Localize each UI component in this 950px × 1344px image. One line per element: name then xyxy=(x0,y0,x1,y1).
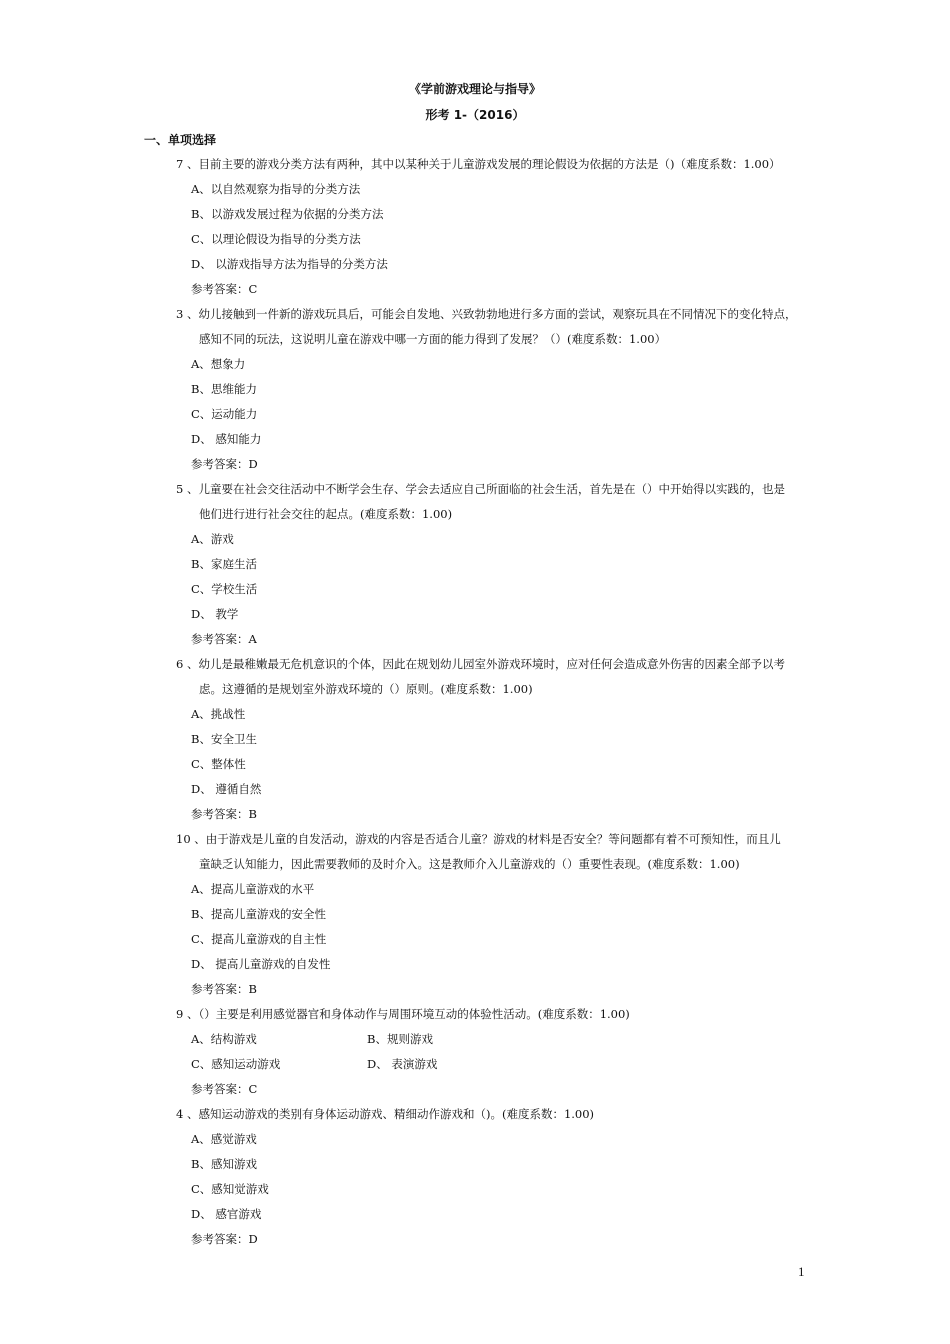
page-number: 1 xyxy=(798,1264,805,1279)
option-d: D、 以游戏指导方法为指导的分类方法 xyxy=(191,257,388,271)
question-block xyxy=(0,156,950,306)
answer: 参考答案：B xyxy=(191,982,257,996)
question-block xyxy=(0,831,950,1006)
question-text: 10 、由于游戏是儿童的自发活动，游戏的内容是否适合儿童？游戏的材料是否安全？等问题都有着不可预知性，而且儿 xyxy=(176,832,781,846)
answer: 参考答案：C xyxy=(191,282,258,296)
question-text: 5 、儿童要在社会交往活动中不断学会生存、学会去适应自己所面临的社会生活，首先是在（）中开始得以实践的，也是 xyxy=(176,482,785,496)
option-c: C、提高儿童游戏的自主性 xyxy=(191,932,327,946)
option-c: C、整体性 xyxy=(191,757,246,771)
answer: 参考答案：D xyxy=(191,1232,258,1246)
answer: 参考答案：B xyxy=(191,807,257,821)
option-b: B、感知游戏 xyxy=(191,1157,257,1171)
option-row xyxy=(0,1031,950,1056)
answer: 参考答案：A xyxy=(191,632,257,646)
option-a: A、以自然观察为指导的分类方法 xyxy=(191,182,361,196)
option-b: B、以游戏发展过程为依据的分类方法 xyxy=(191,207,384,221)
option-d: D、 感官游戏 xyxy=(191,1207,262,1221)
option-a: A、想象力 xyxy=(191,357,246,371)
option-b: B、思维能力 xyxy=(191,382,257,396)
question-text: 7 、目前主要的游戏分类方法有两种，其中以某种关于儿童游戏发展的理论假设为依据的方法是（)（难度系数：1.00） xyxy=(176,157,781,171)
option-b: B、家庭生活 xyxy=(191,557,257,571)
option-b: B、安全卫生 xyxy=(191,732,257,746)
question-block xyxy=(0,481,950,656)
option-d: D、 教学 xyxy=(191,607,239,621)
option-b: B、提高儿童游戏的安全性 xyxy=(191,907,326,921)
question-block xyxy=(0,1006,950,1106)
option-a: A、结构游戏 xyxy=(191,1032,257,1046)
document-subtitle: 形考 1-（2016） xyxy=(425,108,525,122)
option-c: C、以理论假设为指导的分类方法 xyxy=(191,232,361,246)
option-d: D、 遵循自然 xyxy=(191,782,262,796)
option-a: A、挑战性 xyxy=(191,707,246,721)
document-title: 《学前游戏理论与指导》 xyxy=(408,82,541,96)
option-a: A、提高儿童游戏的水平 xyxy=(191,882,315,896)
section-heading: 一、单项选择 xyxy=(144,133,217,147)
option-d: D、 感知能力 xyxy=(191,432,262,446)
option-c: C、运动能力 xyxy=(191,407,258,421)
question-text-continued: 虑。这遵循的是规划室外游戏环境的（）原则。(难度系数：1.00) xyxy=(199,682,533,696)
question-text: 4 、感知运动游戏的类别有身体运动游戏、精细动作游戏和（)。(难度系数：1.00) xyxy=(176,1107,595,1121)
option-d: D、 表演游戏 xyxy=(367,1057,438,1071)
option-c: C、学校生活 xyxy=(191,582,258,596)
question-block xyxy=(0,306,950,481)
question-text: 9 、（）主要是利用感觉器官和身体动作与周围环境互动的体验性活动。(难度系数：1.00) xyxy=(176,1007,630,1021)
question-text: 6 、幼儿是最稚嫩最无危机意识的个体，因此在规划幼儿园室外游戏环境时，应对任何会造成意外伤害的因素全部予以考 xyxy=(176,657,785,671)
option-row xyxy=(0,1056,950,1081)
question-text-continued: 童缺乏认知能力，因此需要教师的及时介入。这是教师介入儿童游戏的（）重要性表现。(难度系数：1.00) xyxy=(199,857,740,871)
answer: 参考答案：C xyxy=(191,1082,258,1096)
question-text-continued: 他们进行进行社会交往的起点。(难度系数：1.00) xyxy=(199,507,453,521)
option-b: B、规则游戏 xyxy=(367,1032,433,1046)
question-block xyxy=(0,1106,950,1256)
question-text: 3 、幼儿接触到一件新的游戏玩具后，可能会自发地、兴致勃勃地进行多方面的尝试，观察玩具在不同情况下的变化特点， xyxy=(176,307,797,321)
question-block xyxy=(0,656,950,831)
question-text-continued: 感知不同的玩法，这说明儿童在游戏中哪一方面的能力得到了发展？（）(难度系数：1.00） xyxy=(199,332,667,346)
option-d: D、 提高儿童游戏的自发性 xyxy=(191,957,331,971)
option-c: C、感知运动游戏 xyxy=(191,1057,281,1071)
option-a: A、游戏 xyxy=(191,532,234,546)
answer: 参考答案：D xyxy=(191,457,258,471)
option-c: C、感知觉游戏 xyxy=(191,1182,269,1196)
option-a: A、感觉游戏 xyxy=(191,1132,257,1146)
question-list xyxy=(0,156,950,1256)
